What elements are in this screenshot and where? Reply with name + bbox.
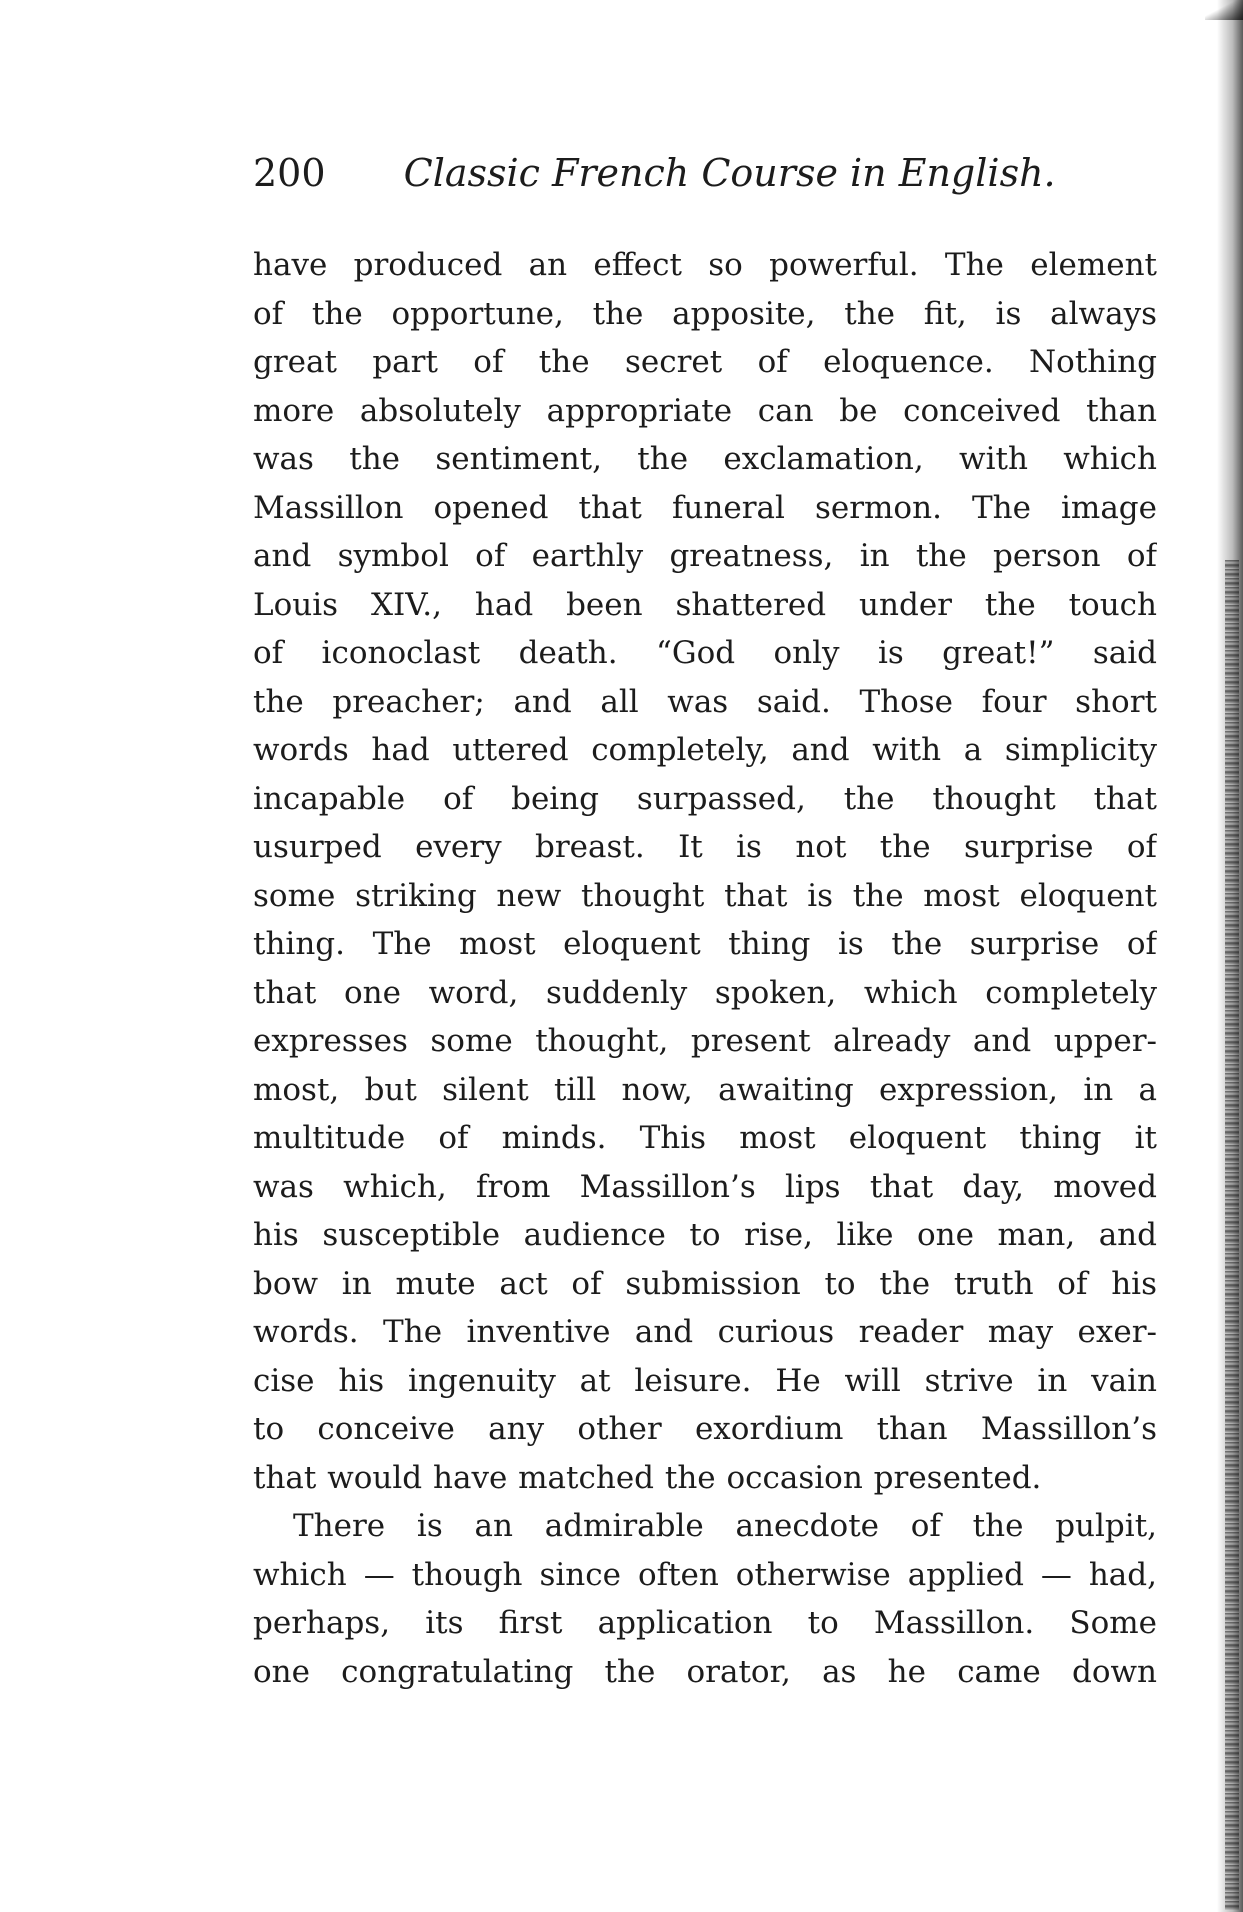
text-line: the preacher; and all was said. Those four short (253, 683, 1157, 720)
text-line: bow in mute act of submission to the truth of his (253, 1265, 1157, 1302)
text-line: was which, from Massillon’s lips that day, moved (253, 1168, 1157, 1205)
text-line: that would have matched the occasion presented. (253, 1459, 1042, 1496)
text-line: was the sentiment, the exclamation, with which (253, 441, 1157, 477)
paragraph-1 (253, 241, 1157, 1502)
text-line: great part of the secret of eloquence. Nothing (253, 344, 1157, 380)
paragraph-2 (253, 1502, 1157, 1696)
text-line: which — though since often otherwise applied — had, (253, 1556, 1157, 1593)
text-line: expresses some thought, present already and upper- (253, 1023, 1157, 1059)
running-title: Classic French Course in English. (403, 151, 1056, 195)
body-text (253, 241, 1157, 1696)
text-line: words had uttered completely, and with a simplicity (253, 732, 1157, 768)
text-line: thing. The most eloquent thing is the surprise of (253, 926, 1157, 962)
text-line: usurped every breast. It is not the surprise of (253, 829, 1157, 865)
text-line: Massillon opened that funeral sermon. The image (253, 489, 1157, 526)
text-line: more absolutely appropriate can be conceived than (253, 392, 1157, 429)
text-line: some striking new thought that is the most eloquent (253, 877, 1157, 914)
text-line: words. The inventive and curious reader may exer- (253, 1314, 1157, 1350)
text-line: one congratulating the orator, as he came down (253, 1653, 1157, 1690)
text-line: and symbol of earthly greatness, in the person of (253, 538, 1157, 574)
page-corner-mark (1205, 0, 1243, 20)
text-line: of iconoclast death. “God only is great!” said (253, 635, 1157, 671)
text-line: his susceptible audience to rise, like one man, and (253, 1217, 1157, 1253)
page-number: 200 (253, 151, 326, 195)
text-line: to conceive any other exordium than Massillon’s (253, 1411, 1157, 1447)
page-header (253, 150, 1153, 196)
text-line: incapable of being surpassed, the thought that (253, 780, 1157, 817)
text-line: multitude of minds. This most eloquent thing it (253, 1120, 1157, 1156)
page-spine-texture (1225, 560, 1239, 1910)
text-line: of the opportune, the apposite, the fit, is always (253, 295, 1157, 332)
text-line: cise his ingenuity at leisure. He will strive in vain (253, 1362, 1157, 1399)
text-line: perhaps, its first application to Massillon. Some (253, 1605, 1157, 1641)
text-line: There is an admirable anecdote of the pulpit, (293, 1508, 1157, 1544)
text-line: have produced an effect so powerful. The element (253, 247, 1157, 283)
text-line: most, but silent till now, awaiting expression, in a (253, 1071, 1157, 1108)
text-line: Louis XIV., had been shattered under the touch (253, 586, 1157, 623)
text-line: that one word, suddenly spoken, which completely (253, 974, 1157, 1011)
